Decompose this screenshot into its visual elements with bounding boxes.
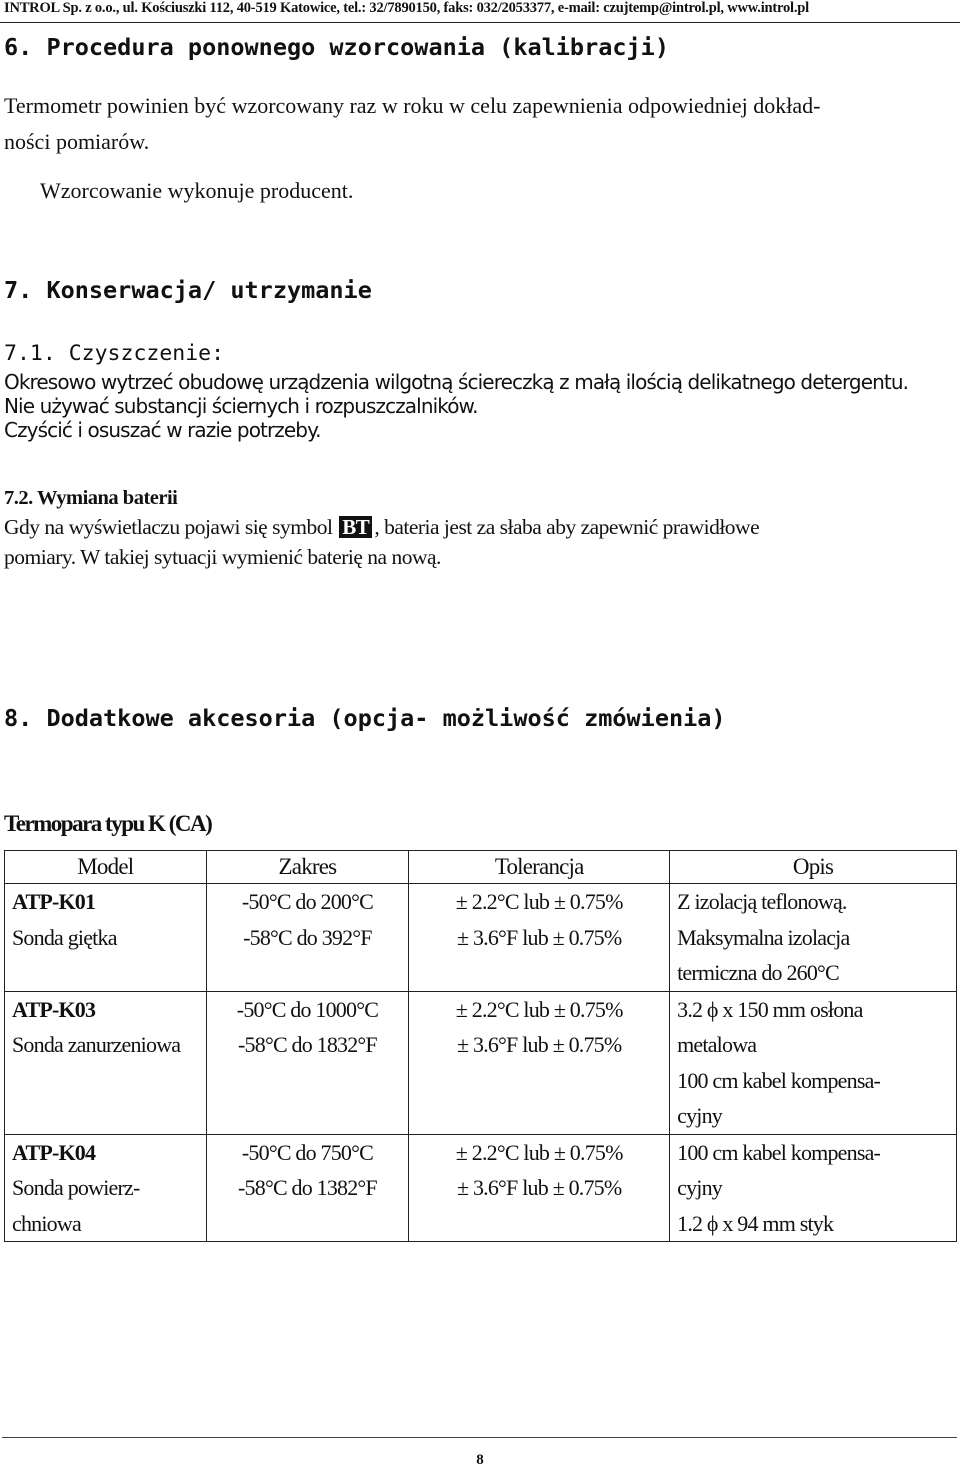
section-6-paragraph-line-2: ności pomiarów.	[4, 129, 150, 154]
model-cell	[5, 884, 207, 992]
accessories-table	[4, 850, 957, 1242]
section-6-note: Wzorcowanie wykonuje producent.	[40, 178, 354, 203]
section-7-1-body	[4, 370, 908, 442]
section-7-title: 7. Konserwacja/ utrzymanie	[4, 276, 372, 304]
description-line: cyjny	[677, 1175, 723, 1200]
range-cell	[206, 1134, 409, 1242]
range-fahrenheit: -58°C do 1382°F	[238, 1175, 377, 1200]
description-line: 100 cm kabel kompensa-	[677, 1139, 881, 1165]
bt-battery-symbol: BT	[339, 516, 372, 538]
range-fahrenheit: -58°C do 392°F	[243, 924, 372, 950]
table-row	[5, 884, 957, 992]
tolerance-celsius: ± 2.2°C lub ± 0.75%	[455, 1139, 623, 1165]
section-6-paragraph-line-1: Termometr powinien być wzorcowany raz w roku w celu zapewnienia odpowiedniej dokład-	[4, 93, 821, 118]
range-cell	[206, 884, 409, 992]
model-name: Sonda zanurzeniowa	[12, 1032, 181, 1057]
header-divider	[0, 22, 960, 23]
page-number: 8	[476, 1452, 484, 1468]
page-header: INTROL Sp. z o.o., ul. Kościuszki 112, 40-519 Katowice, tel.: 32/7890150, faks: 032/2053377, e-mail: czujtemp@introl.pl, www.introl.pl	[4, 0, 809, 16]
description-line: termiczna do 260°C	[677, 960, 839, 985]
range-celsius: -50°C do 200°C	[241, 889, 373, 914]
tolerance-fahrenheit: ± 3.6°F lub ± 0.75%	[456, 1032, 622, 1057]
model-code: ATP-K01	[12, 889, 96, 914]
description-line: metalowa	[677, 1032, 757, 1057]
range-celsius: -50°C do 1000°C	[236, 996, 379, 1022]
tolerance-fahrenheit: ± 3.6°F lub ± 0.75%	[456, 924, 622, 950]
section-7-1-title: 7.1. Czyszczenie:	[4, 341, 225, 366]
description-line: Maksymalna izolacja	[677, 924, 850, 950]
section-7-2-line-1-start: Gdy na wyświetlaczu pojawi się symbol	[4, 515, 333, 539]
description-cell	[670, 1134, 957, 1242]
model-code: ATP-K03	[12, 996, 96, 1022]
footer-divider	[2, 1437, 957, 1438]
section-7-2-title: 7.2. Wymiana baterii	[4, 487, 178, 509]
table-row	[5, 991, 957, 1134]
description-line: Z izolacją teflonową.	[677, 889, 847, 914]
table-row	[5, 1134, 957, 1242]
description-cell	[670, 884, 957, 992]
table-header-row	[5, 851, 957, 884]
section-7-2-body	[4, 512, 759, 572]
model-cell	[5, 991, 207, 1134]
accessories-subtitle: Termopara typu K (CA)	[4, 811, 212, 836]
section-8-title: 8. Dodatkowe akcesoria (opcja- możliwość zmówienia)	[4, 704, 726, 732]
description-line: 1.2 ϕ x 94 mm styk	[677, 1210, 834, 1236]
column-header-range: Zakres	[206, 851, 409, 884]
tolerance-cell	[409, 1134, 670, 1242]
section-7-1-line-3: Czyścić i osuszać w razie potrzeby.	[4, 418, 321, 442]
range-celsius: -50°C do 750°C	[241, 1139, 373, 1165]
section-7-2-line-1	[4, 512, 759, 542]
section-7-2-line-2: pomiary. W takiej sytuacji wymienić baterię na nową.	[4, 545, 441, 569]
section-7-1-line-2: Nie używać substancji ściernych i rozpuszczalników.	[4, 394, 478, 418]
range-cell	[206, 991, 409, 1134]
tolerance-cell	[409, 991, 670, 1134]
section-6-title: 6. Procedura ponownego wzorcowania (kalibracji)	[4, 33, 669, 61]
model-name: Sonda powierz-	[12, 1175, 140, 1200]
tolerance-celsius: ± 2.2°C lub ± 0.75%	[455, 996, 623, 1022]
section-6-paragraph	[4, 88, 959, 160]
model-name: chniowa	[12, 1210, 81, 1236]
column-header-description: Opis	[670, 851, 957, 884]
description-line: cyjny	[677, 1103, 723, 1128]
tolerance-cell	[409, 884, 670, 992]
tolerance-fahrenheit: ± 3.6°F lub ± 0.75%	[456, 1175, 622, 1200]
range-fahrenheit: -58°C do 1832°F	[238, 1032, 377, 1057]
tolerance-celsius: ± 2.2°C lub ± 0.75%	[455, 889, 623, 914]
column-header-tolerance: Tolerancja	[409, 851, 670, 884]
section-7-1-line-1: Okresowo wytrzeć obudowę urządzenia wilgotną ściereczką z małą ilością delikatnego detergentu.	[4, 370, 909, 394]
column-header-model: Model	[5, 851, 207, 884]
model-cell	[5, 1134, 207, 1242]
model-code: ATP-K04	[12, 1139, 96, 1165]
section-7-2-line-1-end: , bateria jest za słaba aby zapewnić prawidłowe	[374, 515, 760, 539]
model-name: Sonda giętka	[12, 924, 117, 950]
description-cell	[670, 991, 957, 1134]
description-line: 3.2 ϕ x 150 mm osłona	[677, 996, 863, 1022]
description-line: 100 cm kabel kompensa-	[677, 1067, 881, 1093]
